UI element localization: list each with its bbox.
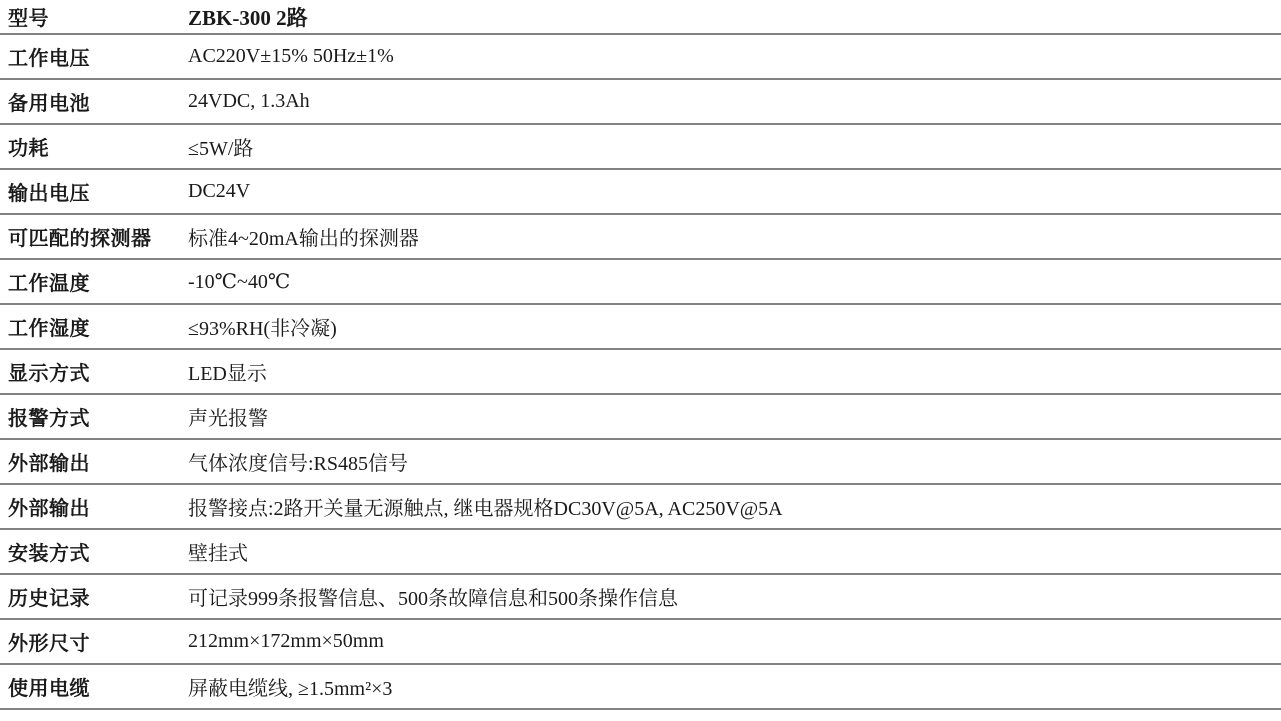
row-label: 安装方式 — [8, 543, 90, 565]
table-row — [0, 170, 1281, 215]
row-value: 212mm×172mm×50mm — [188, 630, 384, 652]
row-value: 壁挂式 — [188, 543, 248, 565]
row-label: 型号 — [8, 8, 49, 30]
table-row — [0, 350, 1281, 395]
row-value: 报警接点:2路开关量无源触点, 继电器规格DC30V@5A, AC250V@5A — [188, 498, 783, 520]
row-value: -10℃~40℃ — [188, 271, 291, 293]
table-row — [0, 620, 1281, 665]
table-row — [0, 80, 1281, 125]
table-row — [0, 665, 1281, 710]
row-value: AC220V±15% 50Hz±1% — [188, 45, 394, 67]
table-row — [0, 530, 1281, 575]
row-label: 可匹配的探测器 — [8, 228, 152, 250]
row-value: DC24V — [188, 180, 251, 202]
row-label: 备用电池 — [8, 93, 90, 115]
row-label: 功耗 — [8, 138, 49, 160]
row-value: 24VDC, 1.3Ah — [188, 90, 310, 112]
table-row-model — [0, 0, 1281, 35]
row-label: 输出电压 — [8, 183, 90, 205]
table-row — [0, 35, 1281, 80]
table-row — [0, 440, 1281, 485]
row-label: 报警方式 — [8, 408, 90, 430]
table-row — [0, 575, 1281, 620]
table-row — [0, 305, 1281, 350]
row-label: 外形尺寸 — [8, 633, 90, 655]
row-label: 历史记录 — [8, 588, 90, 610]
row-value: 屏蔽电缆线, ≥1.5mm²×3 — [188, 678, 393, 700]
row-value: LED显示 — [188, 363, 267, 385]
table-row — [0, 395, 1281, 440]
row-value: 可记录999条报警信息、500条故障信息和500条操作信息 — [188, 588, 678, 610]
row-label: 外部输出 — [8, 453, 90, 475]
row-label: 工作湿度 — [8, 318, 90, 340]
row-value: ≤5W/路 — [188, 138, 254, 160]
row-value: 声光报警 — [188, 408, 268, 430]
row-value: 标准4~20mA输出的探测器 — [188, 228, 419, 250]
row-label: 显示方式 — [8, 363, 90, 385]
row-label: 使用电缆 — [8, 678, 90, 700]
row-label: 工作电压 — [8, 48, 90, 70]
row-label: 工作温度 — [8, 273, 90, 295]
table-row — [0, 260, 1281, 305]
table-row — [0, 215, 1281, 260]
row-value: 气体浓度信号:RS485信号 — [188, 453, 409, 475]
row-value: ≤93%RH(非冷凝) — [188, 318, 337, 340]
table-row — [0, 485, 1281, 530]
row-value: ZBK-300 2路 — [188, 5, 308, 30]
table-row — [0, 125, 1281, 170]
row-label: 外部输出 — [8, 498, 90, 520]
